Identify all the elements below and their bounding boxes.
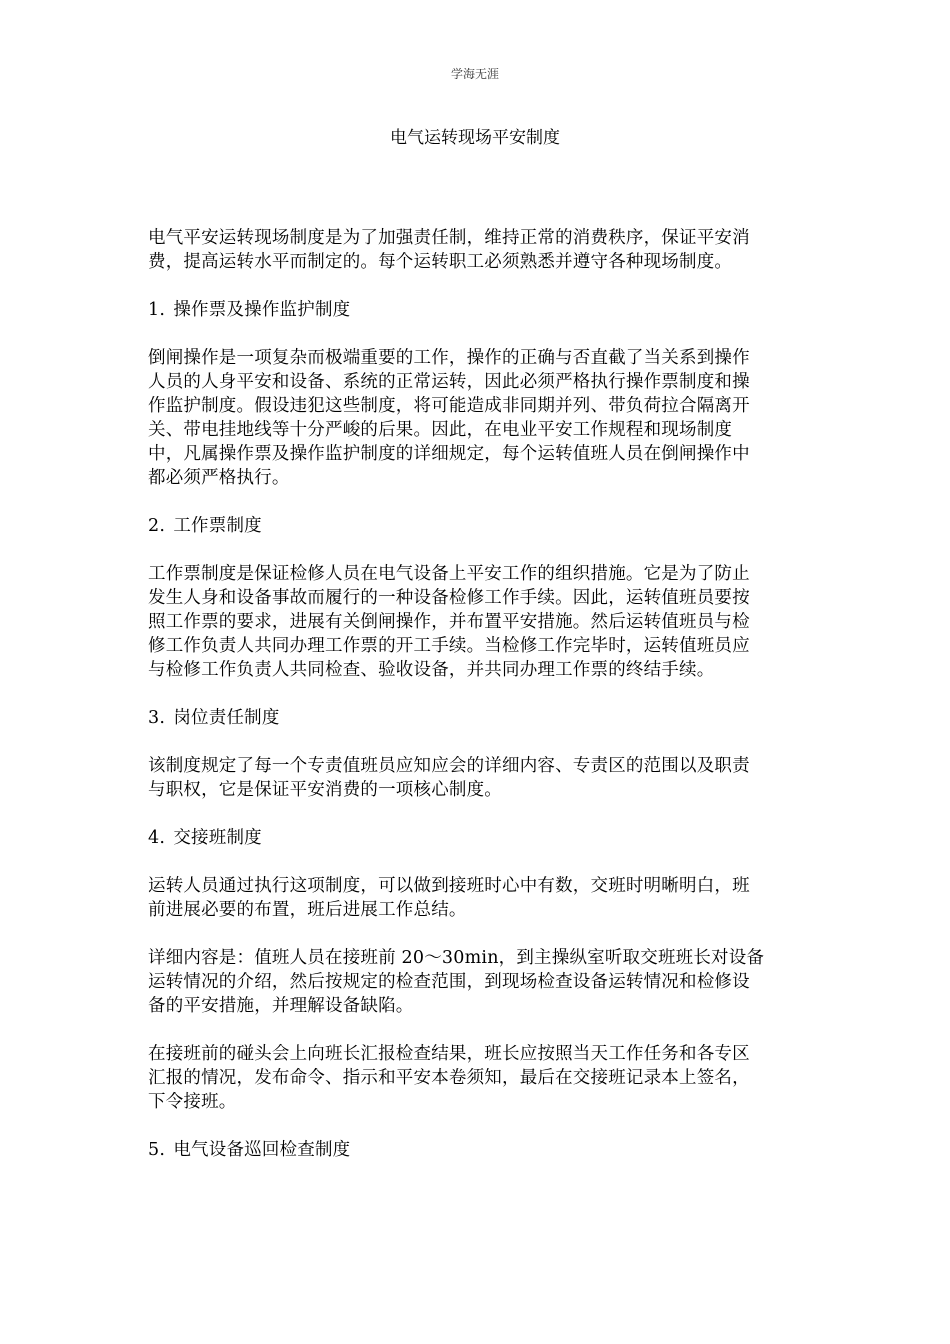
section-number: 1 — [148, 300, 160, 320]
section-heading: 3. 岗位责任制度 — [148, 708, 280, 728]
section-title: 工作票制度 — [173, 516, 262, 536]
text-line: 与职权，它是保证平安消费的一项核心制度。 — [148, 780, 502, 800]
section-number: 2 — [148, 516, 160, 536]
section-heading: 2. 工作票制度 — [148, 516, 262, 536]
text-line: 人员的人身平安和设备、系统的正常运转，因此必须严格执行操作票制度和操 — [148, 372, 750, 392]
text-line: 发生人身和设备事故而履行的一种设备检修工作手续。因此，运转值班员要按 — [148, 588, 750, 608]
body-paragraph — [148, 1042, 808, 1114]
text-line: 倒闸操作是一项复杂而极端重要的工作，操作的正确与否直截了当关系到操作 — [148, 348, 750, 368]
text-line: 都必须严格执行。 — [148, 468, 290, 488]
text-line: 中，凡属操作票及操作监护制度的详细规定，每个运转值班人员在倒闸操作中 — [148, 444, 750, 464]
document-title: 电气运转现场平安制度 — [390, 128, 560, 148]
text-line: 详细内容是：值班人员在接班前 20～30min，到主操纵室听取交班班长对设备 — [148, 948, 765, 968]
section-heading: 1. 操作票及操作监护制度 — [148, 300, 351, 320]
body-paragraph — [148, 562, 808, 682]
section-heading: 4. 交接班制度 — [148, 828, 262, 848]
section-number: 5 — [148, 1140, 160, 1160]
text-line: 在接班前的碰头会上向班长汇报检查结果，班长应按照当天工作任务和各专区 — [148, 1044, 750, 1064]
section-heading: 5. 电气设备巡回检查制度 — [148, 1140, 351, 1160]
body-paragraph — [148, 754, 808, 802]
section-title: 岗位责任制度 — [173, 708, 280, 728]
text-line: 运转情况的介绍，然后按规定的检查范围，到现场检查设备运转情况和检修设 — [148, 972, 750, 992]
section-title: 交接班制度 — [173, 828, 262, 848]
page-header: 学海无涯 — [450, 67, 499, 81]
text-line: 下令接班。 — [148, 1092, 237, 1112]
text-line: 照工作票的要求，进展有关倒闸操作，并布置平安措施。然后运转值班员与检 — [148, 612, 750, 632]
text-line: 前进展必要的布置，班后进展工作总结。 — [148, 900, 467, 920]
body-paragraph — [148, 346, 808, 490]
document-body — [148, 226, 808, 1186]
section-title: 电气设备巡回检查制度 — [173, 1140, 351, 1160]
text-line: 关、带电挂地线等十分严峻的后果。因此，在电业平安工作规程和现场制度 — [148, 420, 733, 440]
section-number: 4 — [148, 828, 160, 848]
text-line: 该制度规定了每一个专责值班员应知应会的详细内容、专责区的范围以及职责 — [148, 756, 750, 776]
text-line: 运转人员通过执行这项制度，可以做到接班时心中有数，交班时明晰明白，班 — [148, 876, 750, 896]
intro-paragraph — [148, 226, 808, 274]
section-number: 3 — [148, 708, 160, 728]
body-paragraph — [148, 946, 808, 1018]
text-line: 备的平安措施，并理解设备缺陷。 — [148, 996, 414, 1016]
body-paragraph — [148, 874, 808, 922]
section-title: 操作票及操作监护制度 — [173, 300, 351, 320]
text-line: 修工作负责人共同办理工作票的开工手续。当检修工作完毕时，运转值班员应 — [148, 636, 750, 656]
text-line: 电气平安运转现场制度是为了加强责任制，维持正常的消费秩序，保证平安消 — [148, 228, 750, 248]
text-line: 与检修工作负责人共同检查、验收设备，并共同办理工作票的终结手续。 — [148, 660, 715, 680]
text-line: 工作票制度是保证检修人员在电气设备上平安工作的组织措施。它是为了防止 — [148, 564, 750, 584]
text-line: 费，提高运转水平而制定的。每个运转职工必须熟悉并遵守各种现场制度。 — [148, 252, 733, 272]
text-line: 汇报的情况，发布命令、指示和平安本卷须知，最后在交接班记录本上签名， — [148, 1068, 750, 1088]
text-line: 作监护制度。假设违犯这些制度，将可能造成非同期并列、带负荷拉合隔离开 — [148, 396, 750, 416]
